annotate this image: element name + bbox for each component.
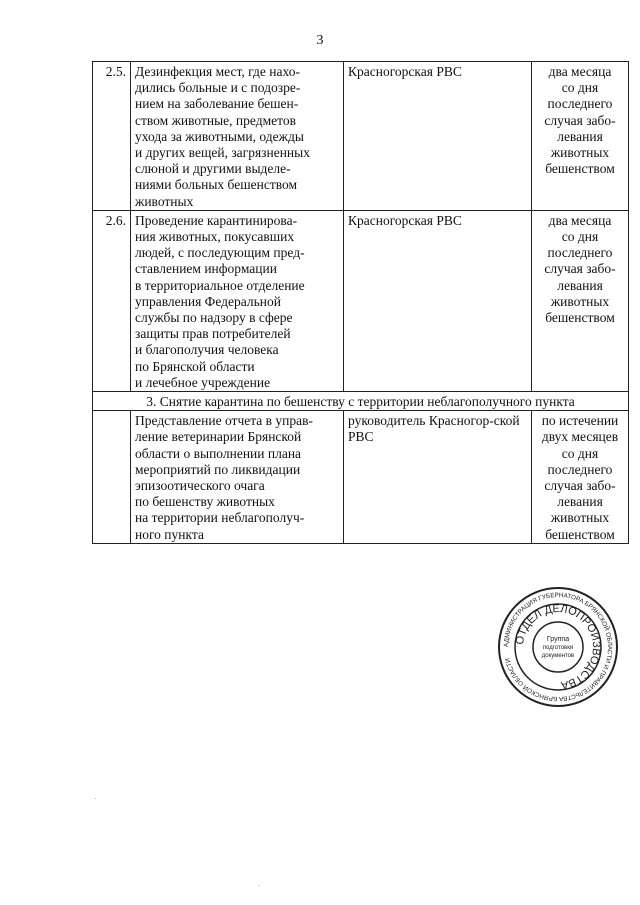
activity-cell-line: ление ветеринарии Брянской bbox=[135, 429, 302, 445]
executor-cell-line: ской РВС bbox=[348, 413, 520, 445]
executor-cell-line: руководитель Красногор- bbox=[348, 413, 494, 429]
stamp-arc-text: ОТДЕЛ ДЕЛОПРОИЗВОДСТВА bbox=[513, 602, 603, 691]
activity-cell-line: эпизоотического очага bbox=[135, 478, 265, 494]
table-row bbox=[93, 210, 629, 391]
activity-cell-line: животных bbox=[135, 193, 194, 209]
activity-cell-line: по бешенству животных bbox=[135, 494, 275, 510]
activity-cell-line: ния животных, покусавших bbox=[135, 229, 295, 245]
term-cell-line: животных bbox=[550, 293, 610, 309]
term-cell-line: животных bbox=[550, 510, 610, 526]
term-cell-line: бешенством bbox=[545, 161, 615, 177]
activity-cell-line: дились больные и с подозре- bbox=[135, 80, 301, 96]
stamp-outer-text: АДМИНИСТРАЦИЯ ГУБЕРНАТОРА БРЯНСКОЙ ОБЛАСТИ И ПРАВИТЕЛЬСТВА БРЯНСКОЙ ОБЛАСТИ bbox=[502, 591, 614, 703]
activity-cell-line: ниями больных бешенством bbox=[135, 177, 298, 193]
table-row bbox=[93, 62, 629, 211]
activity-cell-line: ного пункта bbox=[135, 526, 204, 542]
term-cell bbox=[532, 411, 629, 544]
activity-cell-line: людей, с последующим пред- bbox=[135, 245, 305, 261]
term-cell-line: левания bbox=[557, 277, 603, 293]
section-heading: 3. Снятие карантина по бешенству с территории неблагополучного пункта bbox=[93, 392, 629, 411]
stamp-center-1: Группа bbox=[546, 636, 570, 643]
executor-cell-line: Красногорская РВС bbox=[348, 64, 462, 79]
term-cell-line: левания bbox=[557, 128, 603, 144]
activity-cell-line: ставлением информации bbox=[135, 261, 277, 277]
activity-cell-line: слюной и другими выделе- bbox=[135, 161, 291, 177]
activity-cell-line: ством животные, предметов bbox=[135, 112, 296, 128]
item-number: 2.5. bbox=[93, 62, 131, 211]
item-number: 2.6. bbox=[93, 210, 131, 391]
term-cell-line: со дня bbox=[561, 80, 599, 96]
term-cell-line: последнего bbox=[547, 245, 613, 261]
activity-cell-line: ухода за животными, одежды bbox=[135, 128, 304, 144]
term-cell-line: два месяца bbox=[548, 212, 612, 228]
term-cell-line: бешенством bbox=[545, 310, 615, 326]
term-cell bbox=[532, 210, 629, 391]
term-cell-line: бешенством bbox=[545, 526, 615, 542]
section-row bbox=[93, 392, 629, 411]
executor-cell bbox=[344, 411, 532, 544]
term-cell-line: животных bbox=[550, 145, 610, 161]
activity-cell-line: на территории неблагополуч- bbox=[135, 510, 305, 526]
term-cell-line: два месяца bbox=[548, 64, 612, 79]
term-cell bbox=[532, 62, 629, 211]
activity-cell-line: области о выполнении плана bbox=[135, 445, 302, 461]
term-cell-line: последнего bbox=[547, 461, 613, 477]
seal-stamp bbox=[496, 585, 620, 709]
term-cell-line: двух месяцев bbox=[541, 429, 619, 445]
term-cell-line: случая забо- bbox=[544, 478, 616, 494]
term-cell-line: со дня bbox=[561, 229, 599, 245]
activity-cell-line: и благополучия человека bbox=[135, 342, 279, 358]
activity-cell bbox=[131, 411, 344, 544]
table-row bbox=[93, 411, 629, 544]
page-number: 3 bbox=[316, 33, 324, 48]
stamp-center-3: документов bbox=[541, 653, 575, 659]
activity-cell-line: по Брянской области bbox=[135, 358, 255, 374]
measures-table bbox=[92, 61, 629, 544]
activity-cell-line: защиты прав потребителей bbox=[135, 326, 291, 342]
activity-cell-line: нием на заболевание бешен- bbox=[135, 96, 299, 112]
activity-cell-line: управления Федеральной bbox=[135, 293, 281, 309]
term-cell-line: последнего bbox=[547, 96, 613, 112]
activity-cell-line: в территориальное отделение bbox=[135, 277, 305, 293]
scan-speck bbox=[95, 798, 96, 799]
activity-cell-line: мероприятий по ликвидации bbox=[135, 461, 301, 477]
term-cell-line: со дня bbox=[561, 445, 599, 461]
item-number bbox=[93, 411, 131, 544]
activity-cell-line: и других вещей, загрязненных bbox=[135, 145, 310, 161]
activity-cell-line: и лечебное учреждение bbox=[135, 374, 271, 390]
activity-cell-line: Представление отчета в управ- bbox=[135, 413, 313, 429]
executor-cell bbox=[344, 210, 532, 391]
term-cell-line: случая забо- bbox=[544, 261, 616, 277]
stamp-center-2: подготовки bbox=[542, 645, 574, 651]
activity-cell bbox=[131, 62, 344, 211]
term-cell-line: случая забо- bbox=[544, 112, 616, 128]
term-cell-line: левания bbox=[557, 494, 603, 510]
executor-cell bbox=[344, 62, 532, 211]
activity-cell bbox=[131, 210, 344, 391]
activity-cell-line: Дезинфекция мест, где нахо- bbox=[135, 64, 300, 79]
term-cell-line: по истечении bbox=[541, 413, 619, 429]
activity-cell-line: Проведение карантинирова- bbox=[135, 212, 298, 228]
measures-table-body bbox=[93, 62, 629, 544]
executor-cell-line: Красногорская РВС bbox=[348, 212, 462, 228]
activity-cell-line: службы по надзору в сфере bbox=[135, 310, 293, 326]
scan-speck bbox=[258, 885, 259, 886]
